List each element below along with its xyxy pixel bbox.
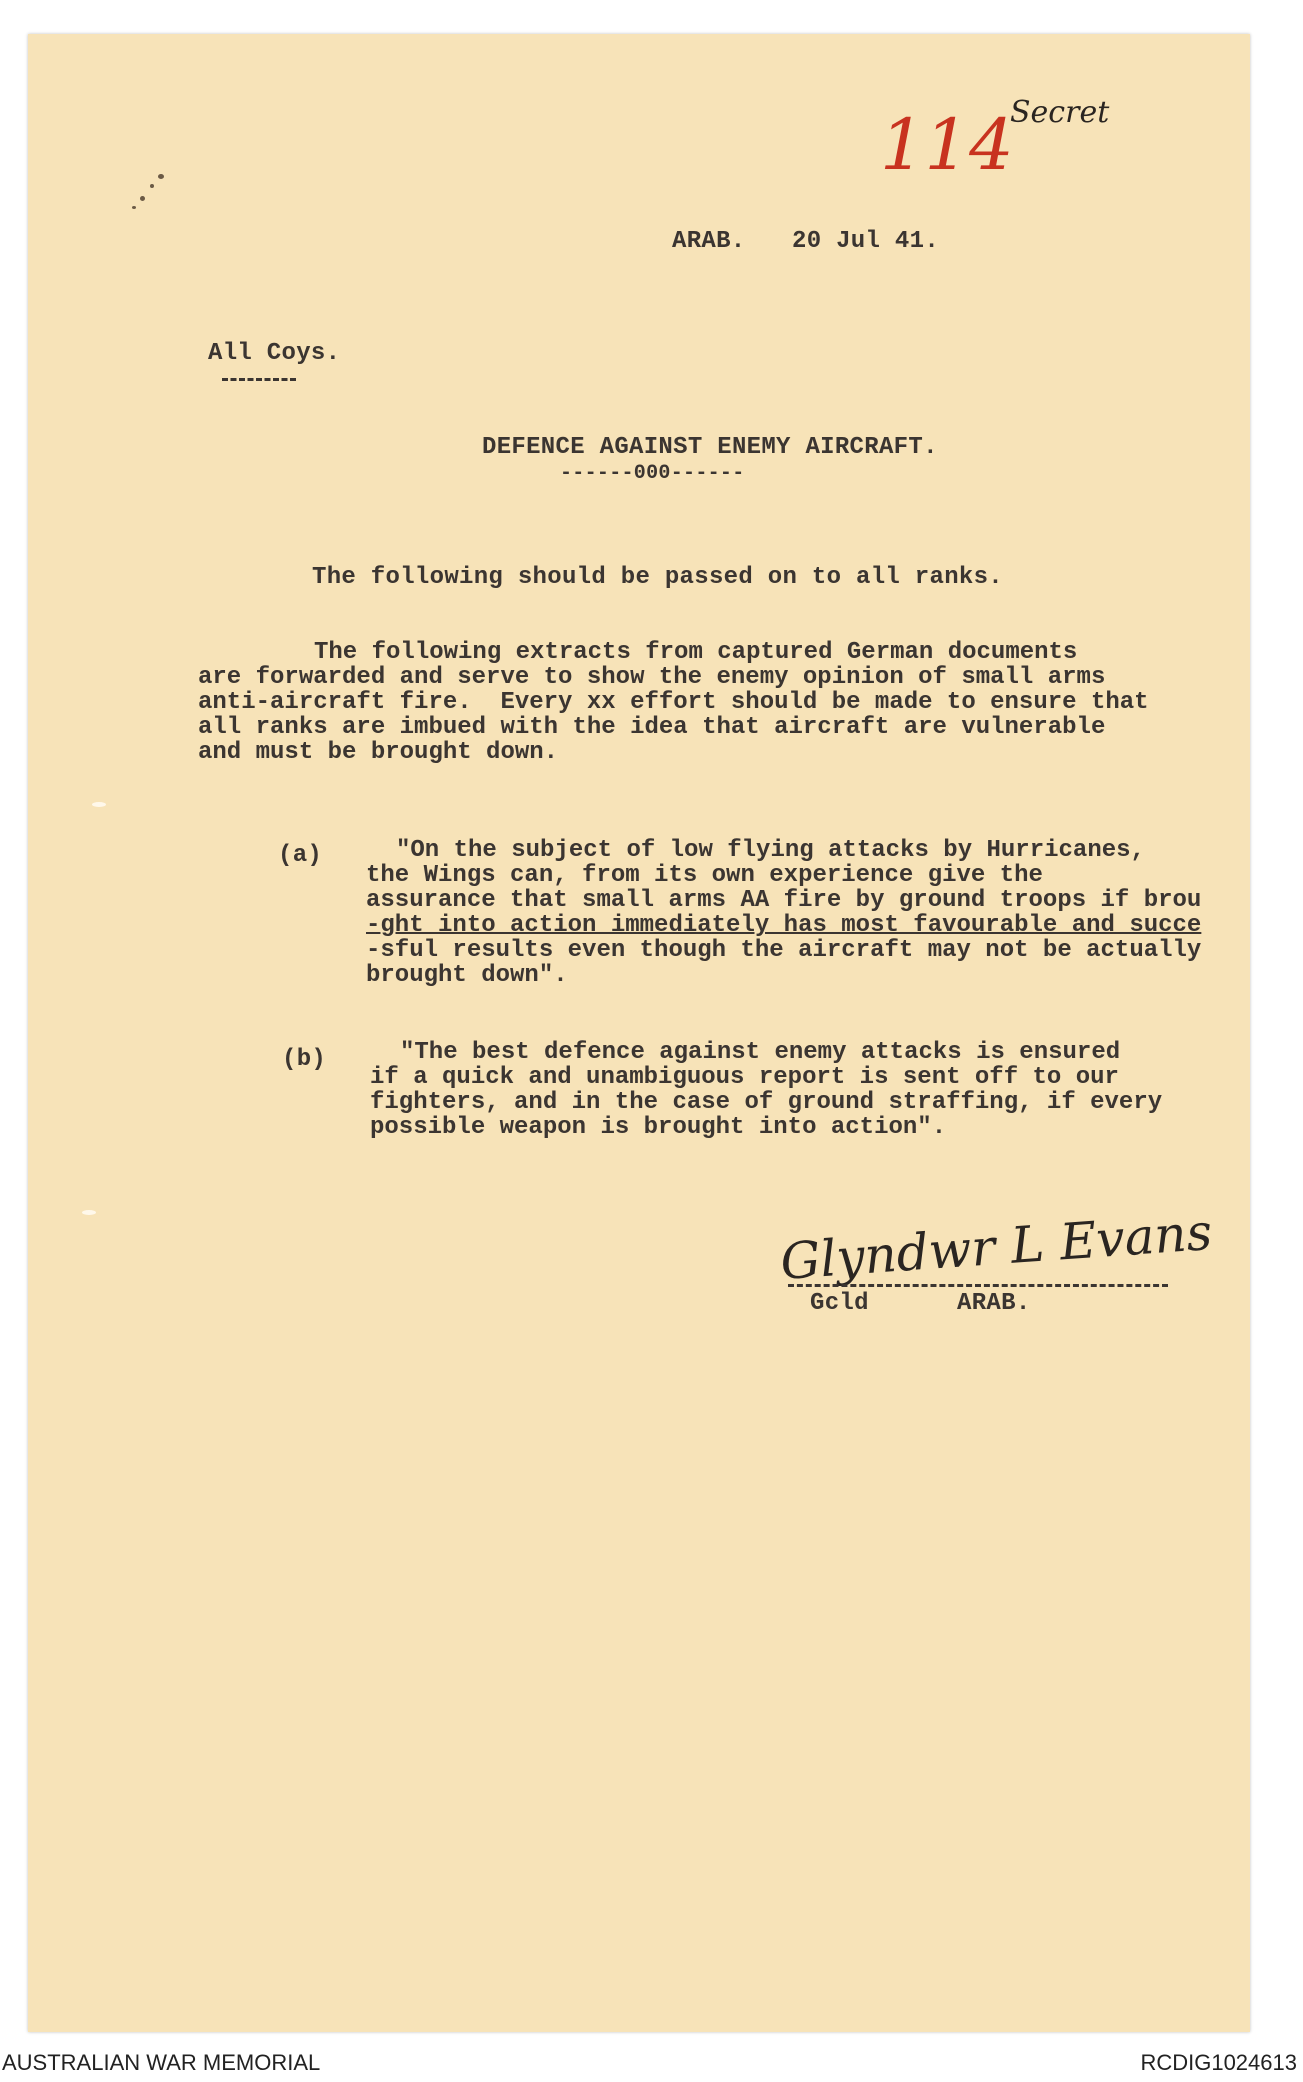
archive-caption-right: RCDIG1024613	[1140, 2050, 1297, 2075]
extract-line: "The best defence against enemy attacks is ensured	[400, 1039, 1121, 1066]
body-line: The following extracts from captured German documents	[314, 639, 1078, 666]
extract-line: the Wings can, from its own experience give the	[366, 862, 1043, 889]
body-line: anti-aircraft fire. Every xx effort should be made to ensure that	[198, 689, 1149, 716]
body-line: and must be brought down.	[198, 739, 559, 766]
intro-line: The following should be passed on to all ranks.	[312, 564, 1004, 591]
extract-label: (b)	[282, 1046, 327, 1073]
addressee-underline	[222, 378, 296, 381]
extract-label: (a)	[278, 842, 323, 869]
extract-line: possible weapon is brought into action".	[370, 1114, 947, 1141]
extract-line: if a quick and unambiguous report is sent off to our	[370, 1064, 1119, 1091]
folio-number: 114	[880, 104, 1014, 186]
document-title: DEFENCE AGAINST ENEMY AIRCRAFT.	[482, 434, 938, 461]
extract-line: brought down".	[366, 962, 568, 989]
extract-line: -sful results even though the aircraft may not be actually	[366, 937, 1202, 964]
extract-line: "On the subject of low flying attacks by Hurricanes,	[396, 837, 1145, 864]
ink-stain	[132, 206, 136, 209]
document-page	[28, 34, 1250, 2032]
extract-line: fighters, and in the case of ground straffing, if every	[370, 1089, 1163, 1116]
body-line: are forwarded and serve to show the enemy opinion of small arms	[198, 664, 1106, 691]
ink-stain	[158, 174, 164, 179]
punch-mark	[82, 1210, 96, 1215]
classification-annotation: Secret	[1010, 95, 1110, 130]
document-date: 20 Jul 41.	[792, 228, 940, 255]
signature-line	[788, 1284, 1168, 1287]
punch-mark	[92, 802, 106, 807]
handwritten-signature: Glyndwr L Evans	[778, 1202, 1214, 1292]
ink-stain	[140, 196, 145, 201]
extract-line: -ght into action immediately has most favourable and succe	[366, 912, 1202, 939]
ink-stain	[150, 184, 154, 188]
signatory-title: Gcld ARAB.	[810, 1290, 1031, 1317]
extract-line: assurance that small arms AA fire by ground troops if brou	[366, 887, 1202, 914]
origin-code: ARAB.	[672, 228, 746, 255]
title-ornament: ------000------	[560, 462, 745, 485]
archive-caption-left: AUSTRALIAN WAR MEMORIAL	[2, 2050, 321, 2075]
addressee: All Coys.	[208, 340, 341, 367]
body-line: all ranks are imbued with the idea that aircraft are vulnerable	[198, 714, 1106, 741]
